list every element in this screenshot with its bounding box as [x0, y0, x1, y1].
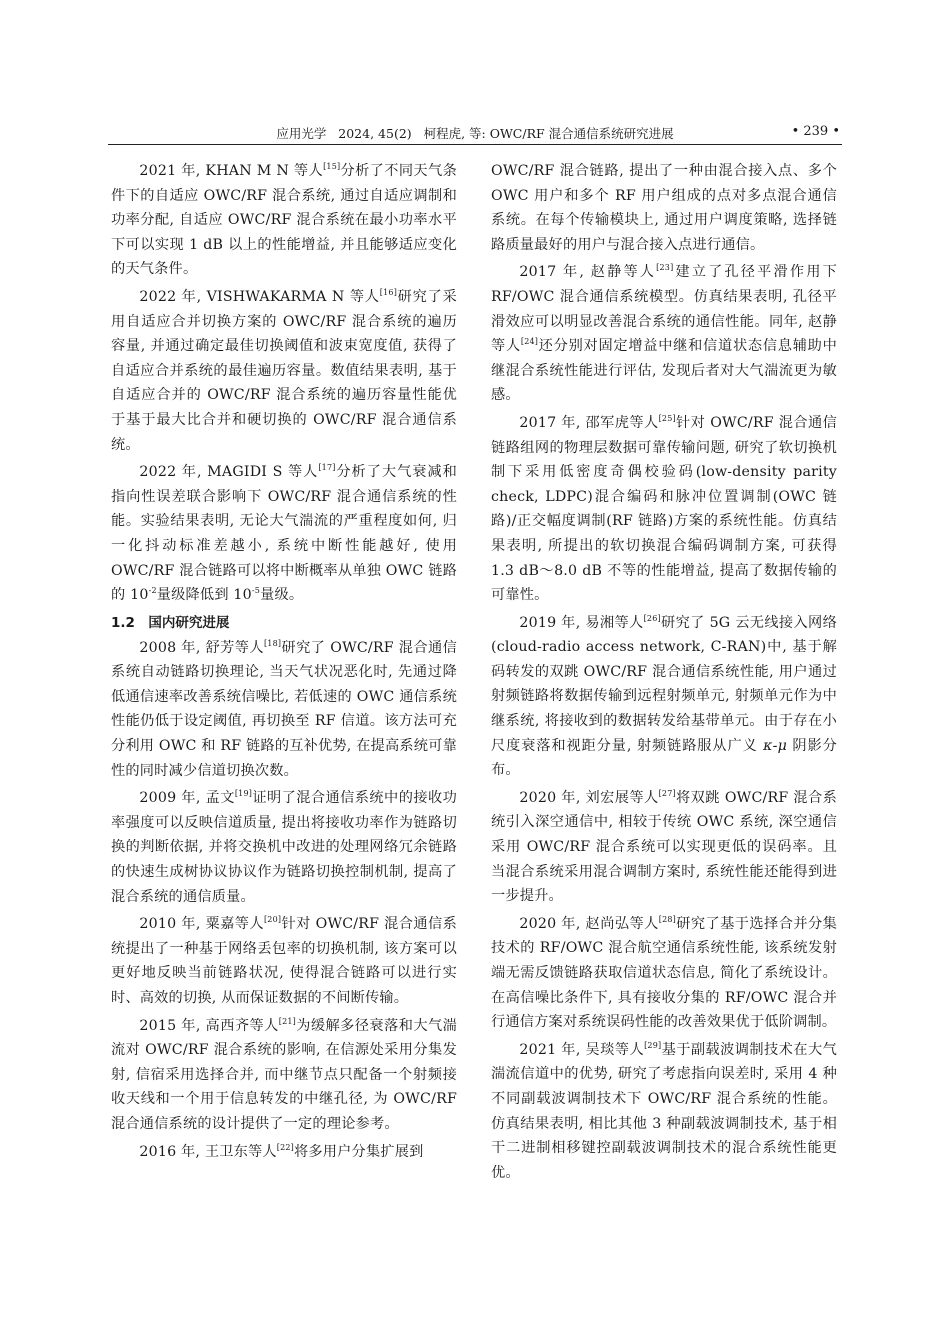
- paragraph: 2020 年, 赵尚弘等人[28]研究了基于选择合并分集技术的 RF/OWC 混合航空通信系统性能, 该系统发射端无需反馈链路获取信道状态信息, 简化了系统设计。在高信噪比条件下, 具有接收分集的 RF/OWC 混合并行通信方案对系统误码性能的改善效果优于低阶调制。: [491, 914, 837, 1031]
- left-column: [111, 159, 457, 1167]
- paragraph: 2019 年, 易湘等人[26]研究了 5G 云无线接入网络(cloud-radio access network, C-RAN)中, 基于解码转发的双跳 OWC/RF 混合通信系统性能, 用户通过射频链路将数据传输到远程射频单元, 射频单元作为中继系统, 将接收到的数据转发给基带单元。由于存在小尺度衰落和视距分量, 射频链路服从广义 κ-μ 阴影分布。: [491, 613, 837, 779]
- paragraph: 2020 年, 刘宏展等人[27]将双跳 OWC/RF 混合系统引入深空通信中, 相较于传统 OWC 系统, 深空通信采用 OWC/RF 混合系统可以实现更低的误码率。且当混合系统采用混合调制方案时, 系统性能还能得到进一步提升。: [491, 788, 837, 905]
- paragraph: 2008 年, 舒芳等人[18]研究了 OWC/RF 混合通信系统自动链路切换理论, 当天气状况恶化时, 先通过降低通信速率改善系统信噪比, 若低速的 OWC 通信系统性能仍低于设定阈值, 再切换至 RF 信道。该方法可充分利用 OWC 和 RF 链路的互补优势, 在提高系统可靠性的同时减少信道切换次数。: [111, 638, 457, 779]
- authors-title: 柯程虎, 等: OWC/RF 混合通信系统研究进展: [423, 126, 674, 141]
- page-number: • 239 •: [791, 124, 840, 139]
- paragraph: 2010 年, 粟嘉等人[20]针对 OWC/RF 混合通信系统提出了一种基于网络丢包率的切换机制, 该方案可以更好地反映当前链路状况, 使得混合链路可以进行实时、高效的切换, 从而保证数据的不间断传输。: [111, 915, 457, 1006]
- section-heading: 1.2 国内研究进展: [111, 614, 230, 631]
- paragraph: 2017 年, 邵军虎等人[25]针对 OWC/RF 混合通信链路组网的物理层数据可靠传输问题, 研究了软切换机制下采用低密度奇偶校验码(low-density parity check, LDPC)混合编码和脉冲位置调制(OWC 链路)/正交幅度调制(RF 链路)方案的系统性能。仿真结果表明, 所提出的软切换混合编码调制方案, 可获得 1.3 dB～8.0 dB 不等的性能增益, 提高了数据传输的可靠性。: [491, 413, 837, 604]
- paragraph: 2016 年, 王卫东等人[22]将多用户分集扩展到: [139, 1142, 424, 1160]
- paragraph: 2021 年, 吴琰等人[29]基于副载波调制技术在大气湍流信道中的优势, 研究了考虑指向误差时, 采用 4 种不同副载波调制技术下 OWC/RF 混合系统的性能。仿真结果表明, 相比其他 3 种副载波调制技术, 基于相干二进制相移键控副载波调制技术的混合系统性能更优。: [491, 1040, 837, 1181]
- header-center: [276, 124, 673, 142]
- paragraph: 2022 年, VISHWAKARMA N 等人[16]研究了采用自适应合并切换方案的 OWC/RF 混合系统的遍历容量, 并通过确定最佳切换阈值和波束宽度值, 获得了自适应合并系统的最佳遍历容量。数值结果表明, 基于自适应合并的 OWC/RF 混合系统的遍历容量性能优于基于最大比合并和硬切换的 OWC/RF 混合通信系统。: [111, 287, 457, 453]
- paragraph: 2009 年, 孟文[19]证明了混合通信系统中的接收功率强度可以反映信道质量, 提出将接收功率作为链路切换的判断依据, 并将交换机中改进的处理网络冗余链路的快速生成树协议协议作为链路切换控制机制, 提高了混合系统的通信质量。: [111, 789, 457, 905]
- journal-name: 应用光学: [276, 126, 327, 141]
- volume-issue: 2024, 45(2): [338, 126, 412, 141]
- paragraph: 2022 年, MAGIDI S 等人[17]分析了大气衰减和指向性误差联合影响下 OWC/RF 混合通信系统的性能。实验结果表明, 无论大气湍流的严重程度如何, 归一化抖动标准差越小, 系统中断性能越好, 使用 OWC/RF 混合链路可以将中断概率从单独 OWC 链路的 $10^{-2}$量级降低到 $10^{-5}$量级。: [111, 463, 457, 604]
- running-header: [108, 122, 842, 145]
- paragraph: 2017 年, 赵静等人[23]建立了孔径平滑作用下 RF/OWC 混合通信系统模型。仿真结果表明, 孔径平滑效应可以明显改善混合系统的通信性能。同年, 赵静等人[24]还分别对固定增益中继和信道状态信息辅助中继混合系统性能进行评估, 发现后者对大气湍流更为敏感。: [491, 263, 837, 404]
- right-column: [491, 159, 837, 1188]
- paragraph-continued: OWC/RF 混合链路, 提出了一种由混合接入点、多个 OWC 用户和多个 RF 用户组成的点对多点混合通信系统。在每个传输模块上, 通过用户调度策略, 选择链路质量最好的用户与混合接入点进行通信。: [491, 163, 837, 253]
- paragraph: 2015 年, 高西齐等人[21]为缓解多径衰落和大气湍流对 OWC/RF 混合系统的影响, 在信源处采用分集发射, 信宿采用选择合并, 而中继节点只配备一个射频接收天线和一个用于信息转发的中继孔径, 为 OWC/RF 混合通信系统的设计提供了一定的理论参考。: [111, 1016, 457, 1132]
- paragraph: 2021 年, KHAN M N 等人[15]分析了不同天气条件下的自适应 OWC/RF 混合系统, 通过自适应调制和功率分配, 自适应 OWC/RF 混合系统在最小功率水平下可以实现 1 dB 以上的性能增益, 并且能够适应变化的天气条件。: [111, 162, 457, 278]
